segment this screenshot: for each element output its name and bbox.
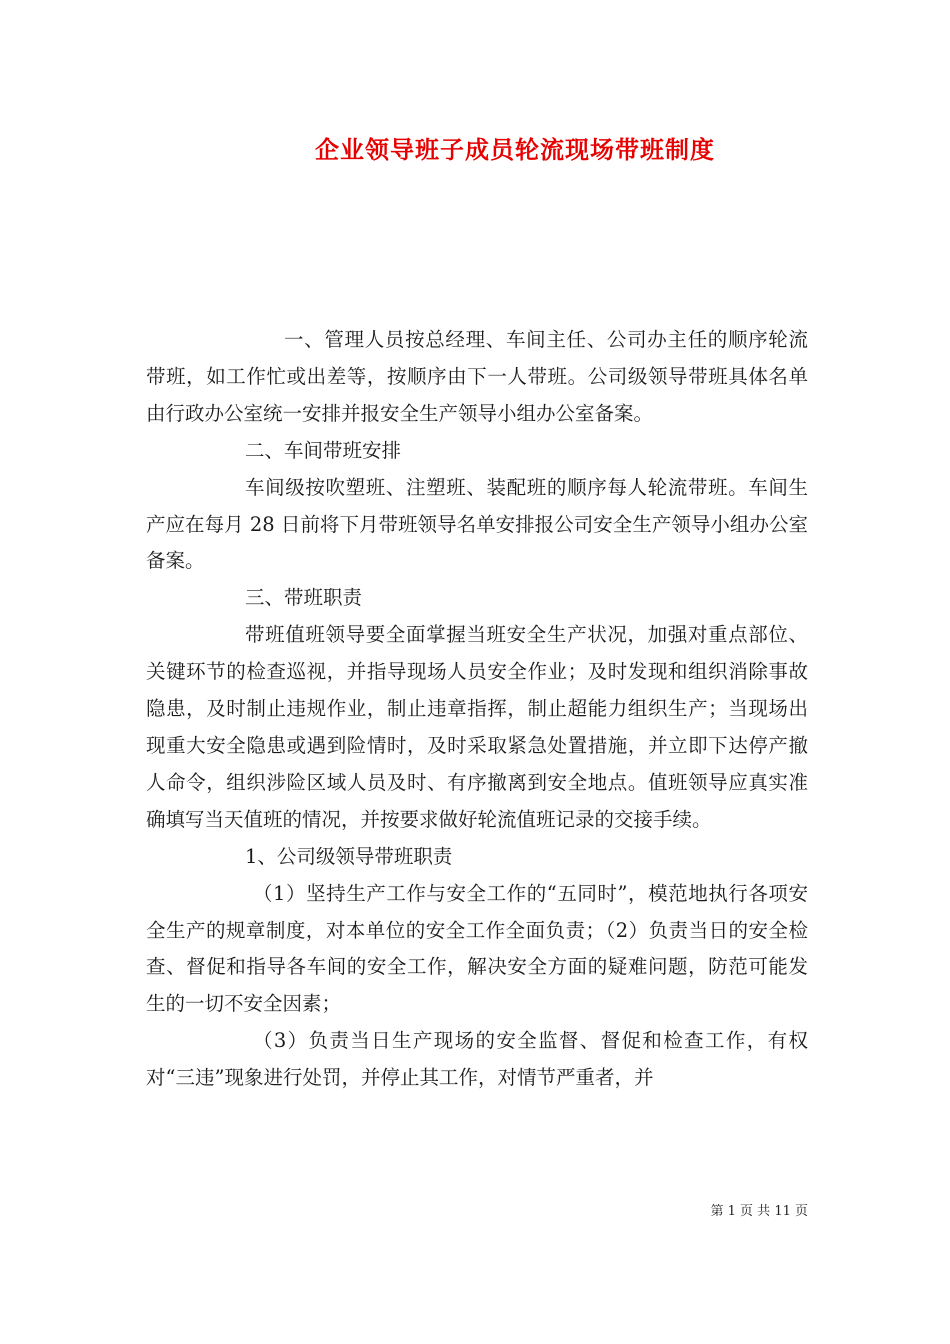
paragraph-4: （1）坚持生产工作与安全工作的“五同时”，模范地执行各项安全生产的规章制度，对本单位的安全工作全面负责；（2）负责当日的安全检查、督促和指导各车间的安全工作，解决安全方面的疑难问题，防范可能发生的一切不安全因素；	[146, 881, 808, 1016]
section-heading-3: 三、带班职责	[245, 586, 363, 610]
page-number: 第 1 页 共 11 页	[710, 1204, 808, 1219]
paragraph-3: 带班值班领导要全面掌握当班安全生产状况，加强对重点部位、关键环节的检查巡视，并指导现场人员安全作业；及时发现和组织消除事故隐患，及时制止违规作业，制止违章指挥，制止超能力组织生产；当现场出现重大安全隐患或遇到险情时，及时采取紧急处置措施，并立即下达停产撤人命令，组织涉险区域人员及时、有序撤离到安全地点。值班领导应真实准确填写当天值班的情况，并按要求做好轮流值班记录的交接手续。	[146, 623, 808, 831]
paragraph-2: 车间级按吹塑班、注塑班、装配班的顺序每人轮流带班。车间生产应在每月 28 日前将下月带班领导名单安排报公司安全生产领导小组办公室备案。	[146, 475, 808, 573]
section-heading-2: 二、车间带班安排	[245, 438, 402, 462]
document-body	[146, 322, 808, 1097]
document-title: 企业领导班子成员轮流现场带班制度	[315, 135, 715, 164]
subsection-heading-1: 1、公司级领导带班职责	[245, 844, 453, 868]
paragraph-5: （3）负责当日生产现场的安全监督、督促和检查工作，有权对“三违”现象进行处罚，并停止其工作，对情节严重者，并	[146, 1029, 808, 1090]
paragraph-1: 一、管理人员按总经理、车间主任、公司办主任的顺序轮流带班，如工作忙或出差等，按顺序由下一人带班。公司级领导带班具体名单由行政办公室统一安排并报安全生产领导小组办公室备案。	[146, 328, 808, 425]
